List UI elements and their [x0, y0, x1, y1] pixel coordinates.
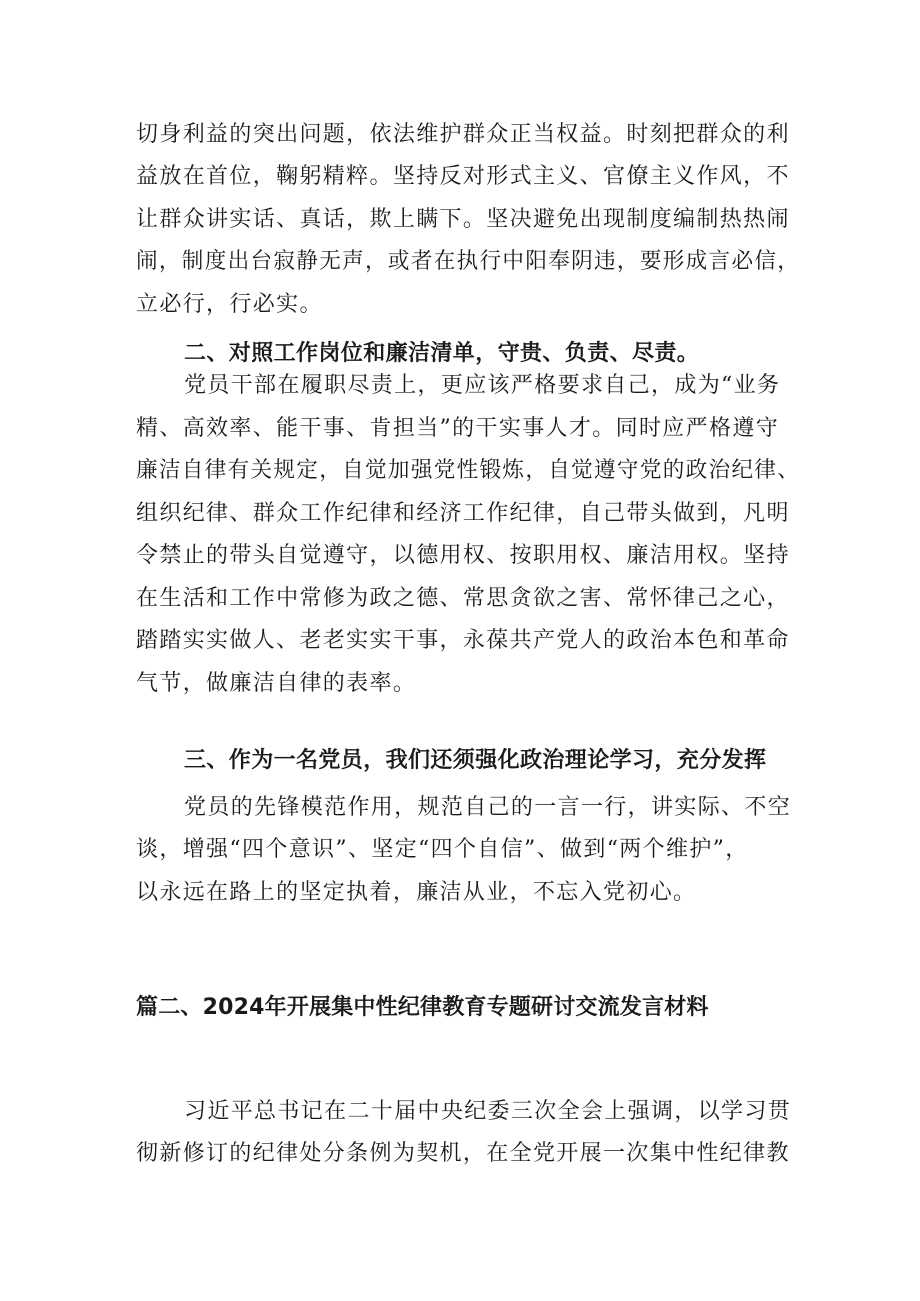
body-text-line: 习近平总书记在二十届中央纪委三次全会上强调，以学习贯: [184, 1099, 792, 1124]
body-text-line: 在生活和工作中常修为政之德、常思贪欲之害、常怀律己之心，: [136, 586, 790, 611]
body-text-line: 党员干部在履职尽责上，更应该严格要求自己，成为“业务: [184, 373, 781, 398]
body-text-line: 气节，做廉洁自律的表率。: [136, 671, 417, 696]
section-heading: 二、对照工作岗位和廉洁清单，守贵、负责、尽责。: [184, 341, 700, 366]
body-text-line: 闹，制度出台寂静无声，或者在执行中阳奉阴违，要形成言必信，: [136, 249, 801, 274]
body-text-line: 组织纪律、群众工作纪律和经济工作纪律，自己带头做到，凡明: [136, 501, 790, 526]
body-text-line: 令禁止的带头自觉遵守，以德用权、按职用权、廉洁用权。坚持: [136, 543, 790, 568]
body-text-line: 精、高效率、能干事、肯担当”的干实事人才。同时应严格遵守: [136, 416, 780, 441]
body-text-line: 切身利益的突出问题，依法维护群众正当权益。时刻把群众的利: [136, 122, 790, 147]
document-section-title: 篇二、2024年开展集中性纪律教育专题研讨交流发言材料: [136, 995, 709, 1020]
body-text-line: 以永远在路上的坚定执着，廉洁从业，不忘入党初心。: [136, 880, 697, 905]
body-text-line: 彻新修订的纪律处分条例为契机，在全党开展一次集中性纪律教: [136, 1141, 790, 1166]
body-text-line: 立必行，行必实。: [136, 292, 323, 317]
section-heading: 三、作为一名党员，我们还须强化政治理论学习，充分发挥: [184, 748, 767, 773]
body-text-line: 党员的先锋模范作用，规范自己的一言一行，讲实际、不空: [184, 795, 792, 820]
body-text-line: 谈，增强“四个意识”、坚定“四个自信”、做到“两个维护”，: [136, 837, 749, 862]
body-text-line: 益放在首位，鞠躬精粹。坚持反对形式主义、官僚主义作风，不: [136, 164, 790, 189]
body-text-line: 让群众讲实话、真话，欺上瞒下。坚决避免出现制度编制热热闹: [136, 207, 790, 232]
body-text-line: 廉洁自律有关规定，自觉加强党性锻炼，自觉遵守党的政治纪律、: [136, 458, 801, 483]
body-text-line: 踏踏实实做人、老老实实干事，永葆共产党人的政治本色和革命: [136, 628, 790, 653]
